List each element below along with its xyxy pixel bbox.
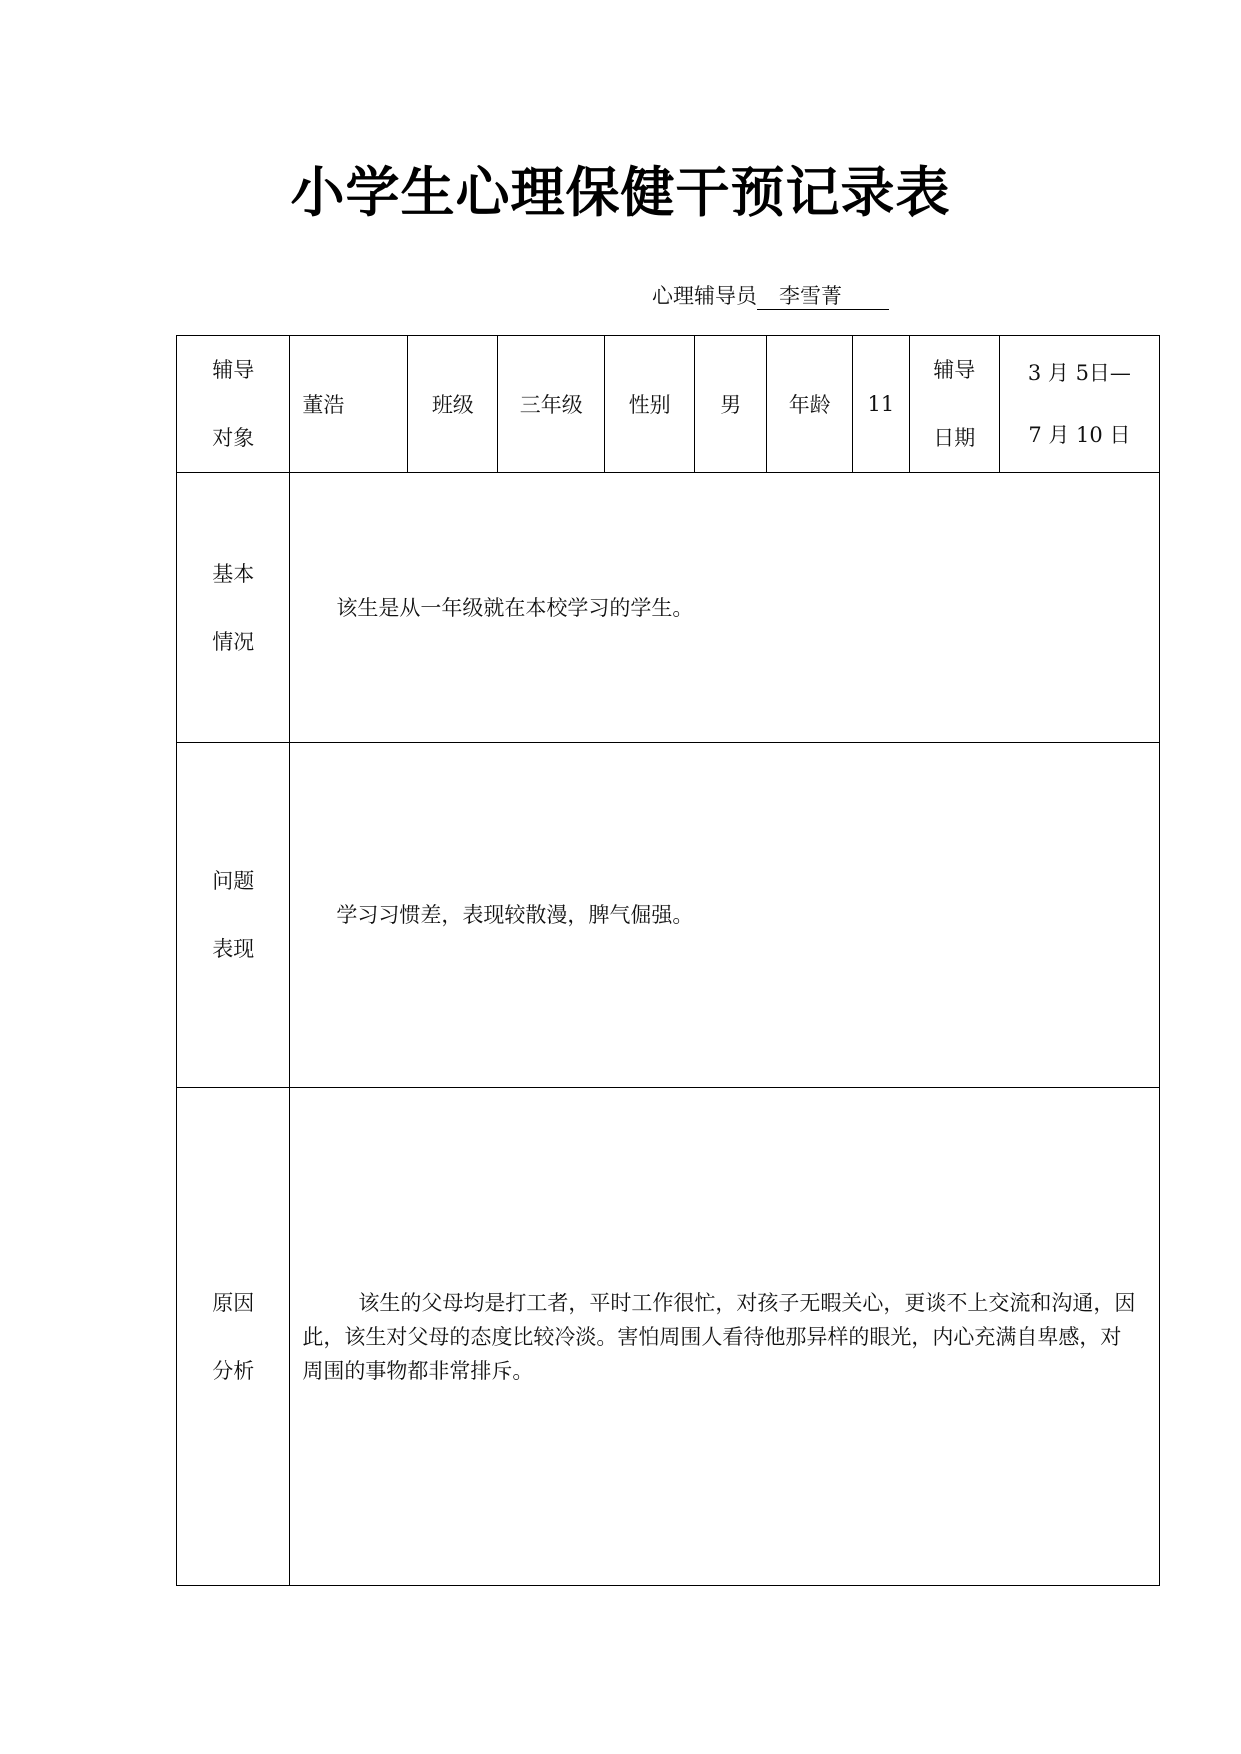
date-label-line2: 日期 bbox=[933, 426, 976, 450]
problem-text: 学习习惯差，表现较散漫，脾气倔强。 bbox=[336, 903, 694, 927]
date-label-line1: 辅导 bbox=[933, 358, 976, 382]
counselor-label: 心理辅导员 bbox=[652, 284, 757, 308]
counselor-line bbox=[652, 280, 889, 310]
section-row-cause bbox=[177, 1088, 1160, 1586]
class-label: 班级 bbox=[431, 393, 474, 417]
problem-label-cell bbox=[177, 743, 290, 1088]
age-label-cell bbox=[767, 336, 853, 473]
document-title: 小学生心理保健干预记录表 bbox=[290, 161, 951, 224]
header-row bbox=[177, 336, 1160, 473]
basic-info-label-line1: 基本 bbox=[212, 561, 255, 586]
date-end: 7 月 10 日 bbox=[1028, 423, 1131, 447]
student-name-cell[interactable] bbox=[290, 336, 408, 473]
cause-label-line2: 分析 bbox=[212, 1358, 255, 1383]
date-value-cell[interactable] bbox=[999, 336, 1159, 473]
class-value: 三年级 bbox=[519, 393, 583, 417]
age-value: 11 bbox=[867, 392, 895, 416]
class-label-cell bbox=[408, 336, 498, 473]
cause-label-line1: 原因 bbox=[212, 1290, 255, 1315]
class-value-cell[interactable] bbox=[498, 336, 605, 473]
date-start: 3 月 5日— bbox=[1027, 361, 1131, 385]
problem-label-line2: 表现 bbox=[212, 937, 255, 961]
age-label: 年龄 bbox=[788, 393, 831, 417]
basic-info-text: 该生是从一年级就在本校学习的学生。 bbox=[336, 595, 694, 620]
cause-content-cell[interactable] bbox=[290, 1088, 1160, 1586]
gender-value-cell[interactable] bbox=[695, 336, 767, 473]
target-label-cell bbox=[177, 336, 290, 473]
section-row-basic-info bbox=[177, 473, 1160, 743]
student-name: 董浩 bbox=[302, 393, 345, 417]
gender-label-cell bbox=[605, 336, 695, 473]
problem-label-line1: 问题 bbox=[212, 869, 255, 893]
section-row-problem bbox=[177, 743, 1160, 1088]
counselor-name-field[interactable]: 李雪菁 bbox=[757, 283, 889, 310]
record-table bbox=[176, 335, 1160, 1586]
basic-info-label-line2: 情况 bbox=[212, 629, 255, 654]
cause-text: 该生的父母均是打工者，平时工作很忙，对孩子无暇关心，更谈不上交流和沟通，因此，该生对父母的态度比较冷淡。害怕周围人看待他那异样的眼光，内心充满自卑感，对周围的事物都非常排斥。 bbox=[302, 1290, 1136, 1383]
target-label-line1: 辅导 bbox=[212, 358, 255, 382]
gender-value: 男 bbox=[720, 393, 742, 417]
age-value-cell[interactable] bbox=[853, 336, 910, 473]
basic-info-label-cell bbox=[177, 473, 290, 743]
date-label-cell bbox=[909, 336, 999, 473]
target-label-line2: 对象 bbox=[212, 426, 255, 450]
gender-label: 性别 bbox=[628, 393, 671, 417]
problem-content-cell[interactable] bbox=[290, 743, 1160, 1088]
cause-label-cell bbox=[177, 1088, 290, 1586]
basic-info-content-cell[interactable] bbox=[290, 473, 1160, 743]
